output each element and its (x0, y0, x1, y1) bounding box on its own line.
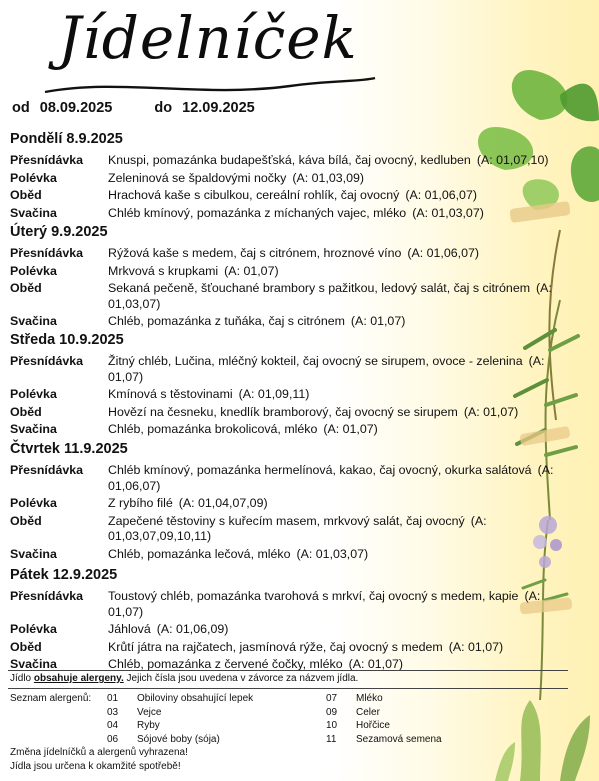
meal-label: Oběd (10, 404, 42, 419)
allergen-item: 11 Sezamová semena (326, 733, 442, 745)
meal-text: Hrachová kaše s cibulkou, cereální rohlík, čaj ovocný (108, 188, 400, 202)
meal-label: Polévka (10, 263, 57, 278)
meal-row (10, 514, 570, 545)
meal-text: Hovězí na česneku, knedlík bramborový, čaj ovocný se sirupem (108, 404, 458, 419)
meal-allergens: (A: 01,07) (108, 354, 545, 384)
footer-notes (10, 746, 188, 774)
meal-allergens: (A: 01,03,07) (296, 546, 369, 561)
day-monday (10, 131, 570, 223)
allergen-item: 06 Sójové boby (sója) (107, 733, 220, 745)
meal-allergens: (A: 01,07) (224, 263, 279, 278)
meal-row (10, 463, 570, 494)
meal-row (10, 188, 570, 204)
meal-label: Svačina (10, 205, 57, 220)
meal-label: Přesnídávka (10, 153, 84, 167)
meal-text: Kmínová s těstovinami (108, 387, 233, 401)
meal-label: Přesnídávka (10, 246, 84, 260)
meal-allergens: (A: 01,03,07) (412, 205, 484, 220)
meal-row (10, 387, 570, 403)
meal-allergens: (A: 01,07) (348, 657, 404, 671)
meal-allergens: (A: 01,07) (350, 314, 406, 328)
allergen-item: 07 Mléko (326, 693, 383, 704)
meal-label: Oběd (10, 639, 42, 654)
meal-label: Oběd (10, 513, 42, 528)
day-title: Pondělí 8.9.2025 (10, 131, 123, 147)
page-title: Jídelníček (58, 4, 358, 72)
meal-allergens: (A: 01,09,11) (238, 387, 310, 401)
day-title: Pátek 12.9.2025 (10, 567, 118, 583)
meal-label: Přesnídávka (10, 463, 84, 477)
allergen-list-label: Seznam alergenů: (10, 693, 92, 704)
change-note: Změna jídelníčků a alergenů vyhrazena! (10, 747, 188, 758)
meal-label: Svačina (10, 314, 57, 328)
meal-label: Oběd (10, 188, 42, 202)
meal-row (10, 589, 570, 620)
meal-text: Chléb kmínový, pomazánka z míchaných vajec, mléko (108, 205, 407, 220)
meal-label: Polévka (10, 496, 57, 510)
meal-row (10, 314, 570, 330)
meal-label: Oběd (10, 281, 42, 295)
meal-text: Jáhlová (108, 622, 151, 636)
meal-text: Krůtí játra na rajčatech, jasmínová rýže, čaj ovocný s medem (108, 639, 443, 654)
consume-note: Jídla jsou určena k okamžité spotřebě! (10, 761, 181, 772)
meal-allergens: (A: 01,06,09) (156, 622, 229, 636)
allergen-note-bold: obsahuje alergeny. (33, 673, 124, 684)
meal-text: Mrkvová s krupkami (108, 263, 219, 278)
allergen-item: 01 Obiloviny obsahující lepek (107, 693, 254, 704)
meal-row (10, 206, 570, 222)
meal-text: Knuspi, pomazánka budapešťská, káva bílá, čaj ovocný, kedluben (108, 153, 471, 167)
to-label: do (154, 100, 173, 116)
day-title: Středa 10.9.2025 (10, 332, 124, 348)
title-underline-flourish (40, 70, 380, 100)
meal-text: Žitný chléb, Lučina, mléčný kokteil, čaj ovocný se sirupem, ovoce - zelenina (108, 354, 523, 368)
meal-text: Chléb, pomazánka z tuňáka, čaj s citrónem (108, 314, 345, 328)
allergen-note-prefix: Jídlo (10, 673, 32, 684)
meal-label: Svačina (10, 422, 57, 436)
day-tuesday (10, 224, 570, 332)
day-thursday (10, 441, 570, 564)
meal-row (10, 246, 570, 262)
meal-row (10, 496, 570, 512)
meal-allergens: (A: 01,07) (448, 639, 504, 654)
meal-text: Z rybího filé (108, 496, 173, 510)
from-date: 08.09.2025 (39, 100, 113, 116)
meal-row (10, 422, 570, 438)
meal-allergens: (A: 01,03,09) (292, 170, 365, 185)
footer-divider (8, 670, 568, 671)
meal-row (10, 264, 570, 280)
meal-row (10, 354, 570, 385)
allergen-item: 03 Vejce (107, 706, 162, 718)
meal-label: Polévka (10, 387, 57, 401)
meal-text: Toustový chléb, pomazánka tvarohová s mrkví, čaj ovocný s medem, kapie (108, 589, 519, 603)
from-label: od (12, 100, 30, 116)
meal-text: Zeleninová se špaldovými nočky (108, 170, 287, 185)
date-range (12, 100, 261, 116)
allergen-item: 09 Celer (326, 706, 380, 718)
meal-text: Zapečené těstoviny s kuřecím masem, mrkvový salát, čaj ovocný (108, 513, 465, 528)
day-title: Úterý 9.9.2025 (10, 224, 108, 240)
day-wednesday (10, 332, 570, 440)
meal-allergens: (A: 01,06,07) (405, 188, 477, 202)
meal-row (10, 547, 570, 563)
meal-text: Chléb, pomazánka lečová, mléko (108, 546, 291, 561)
meal-row (10, 622, 570, 638)
meal-allergens: (A: 01,03,07,09,10,11) (108, 513, 487, 543)
day-friday (10, 567, 570, 675)
meal-allergens: (A: 01,03,07) (108, 281, 552, 311)
to-date: 12.09.2025 (182, 100, 255, 116)
meal-row (10, 405, 570, 421)
meal-text: Chléb kmínový, pomazánka hermelínová, kakao, čaj ovocný, okurka salátová (108, 463, 532, 477)
meal-label: Polévka (10, 622, 57, 636)
meal-allergens: (A: 01,07) (108, 589, 541, 619)
allergen-item: 04 Ryby (107, 720, 160, 731)
meal-allergens: (A: 01,07) (323, 422, 378, 436)
meal-label: Přesnídávka (10, 589, 84, 603)
meal-allergens: (A: 01,06,07) (407, 246, 480, 260)
footer-divider (8, 688, 568, 689)
day-title: Čtvrtek 11.9.2025 (10, 441, 128, 457)
meal-row (10, 171, 570, 187)
meal-label: Přesnídávka (10, 354, 84, 368)
meal-label: Polévka (10, 170, 57, 185)
meal-row (10, 281, 570, 312)
meal-allergens: (A: 01,04,07,09) (178, 496, 268, 510)
meal-label: Svačina (10, 657, 57, 671)
allergen-note (10, 673, 358, 684)
allergen-note-rest: Jejich čísla jsou uvedena v závorce za názvem jídla. (126, 673, 359, 684)
meal-text: Chléb, pomazánka z červené čočky, mléko (108, 657, 343, 671)
meal-row (10, 153, 570, 169)
meal-label: Svačina (10, 546, 57, 561)
meal-text: Chléb, pomazánka brokolicová, mléko (108, 422, 318, 436)
meal-text: Sekaná pečeně, šťouchané brambory s pažitkou, ledový salát, čaj s citrónem (108, 281, 531, 295)
allergen-item: 10 Hořčice (326, 720, 390, 731)
meal-allergens: (A: 01,06,07) (108, 463, 554, 493)
allergen-column-right (326, 693, 442, 747)
meal-row (10, 640, 570, 656)
meal-text: Rýžová kaše s medem, čaj s citrónem, hroznové víno (108, 246, 402, 260)
meal-allergens: (A: 01,07) (463, 404, 519, 419)
meal-allergens: (A: 01,07,10) (476, 153, 549, 167)
allergen-column-left (107, 693, 253, 747)
